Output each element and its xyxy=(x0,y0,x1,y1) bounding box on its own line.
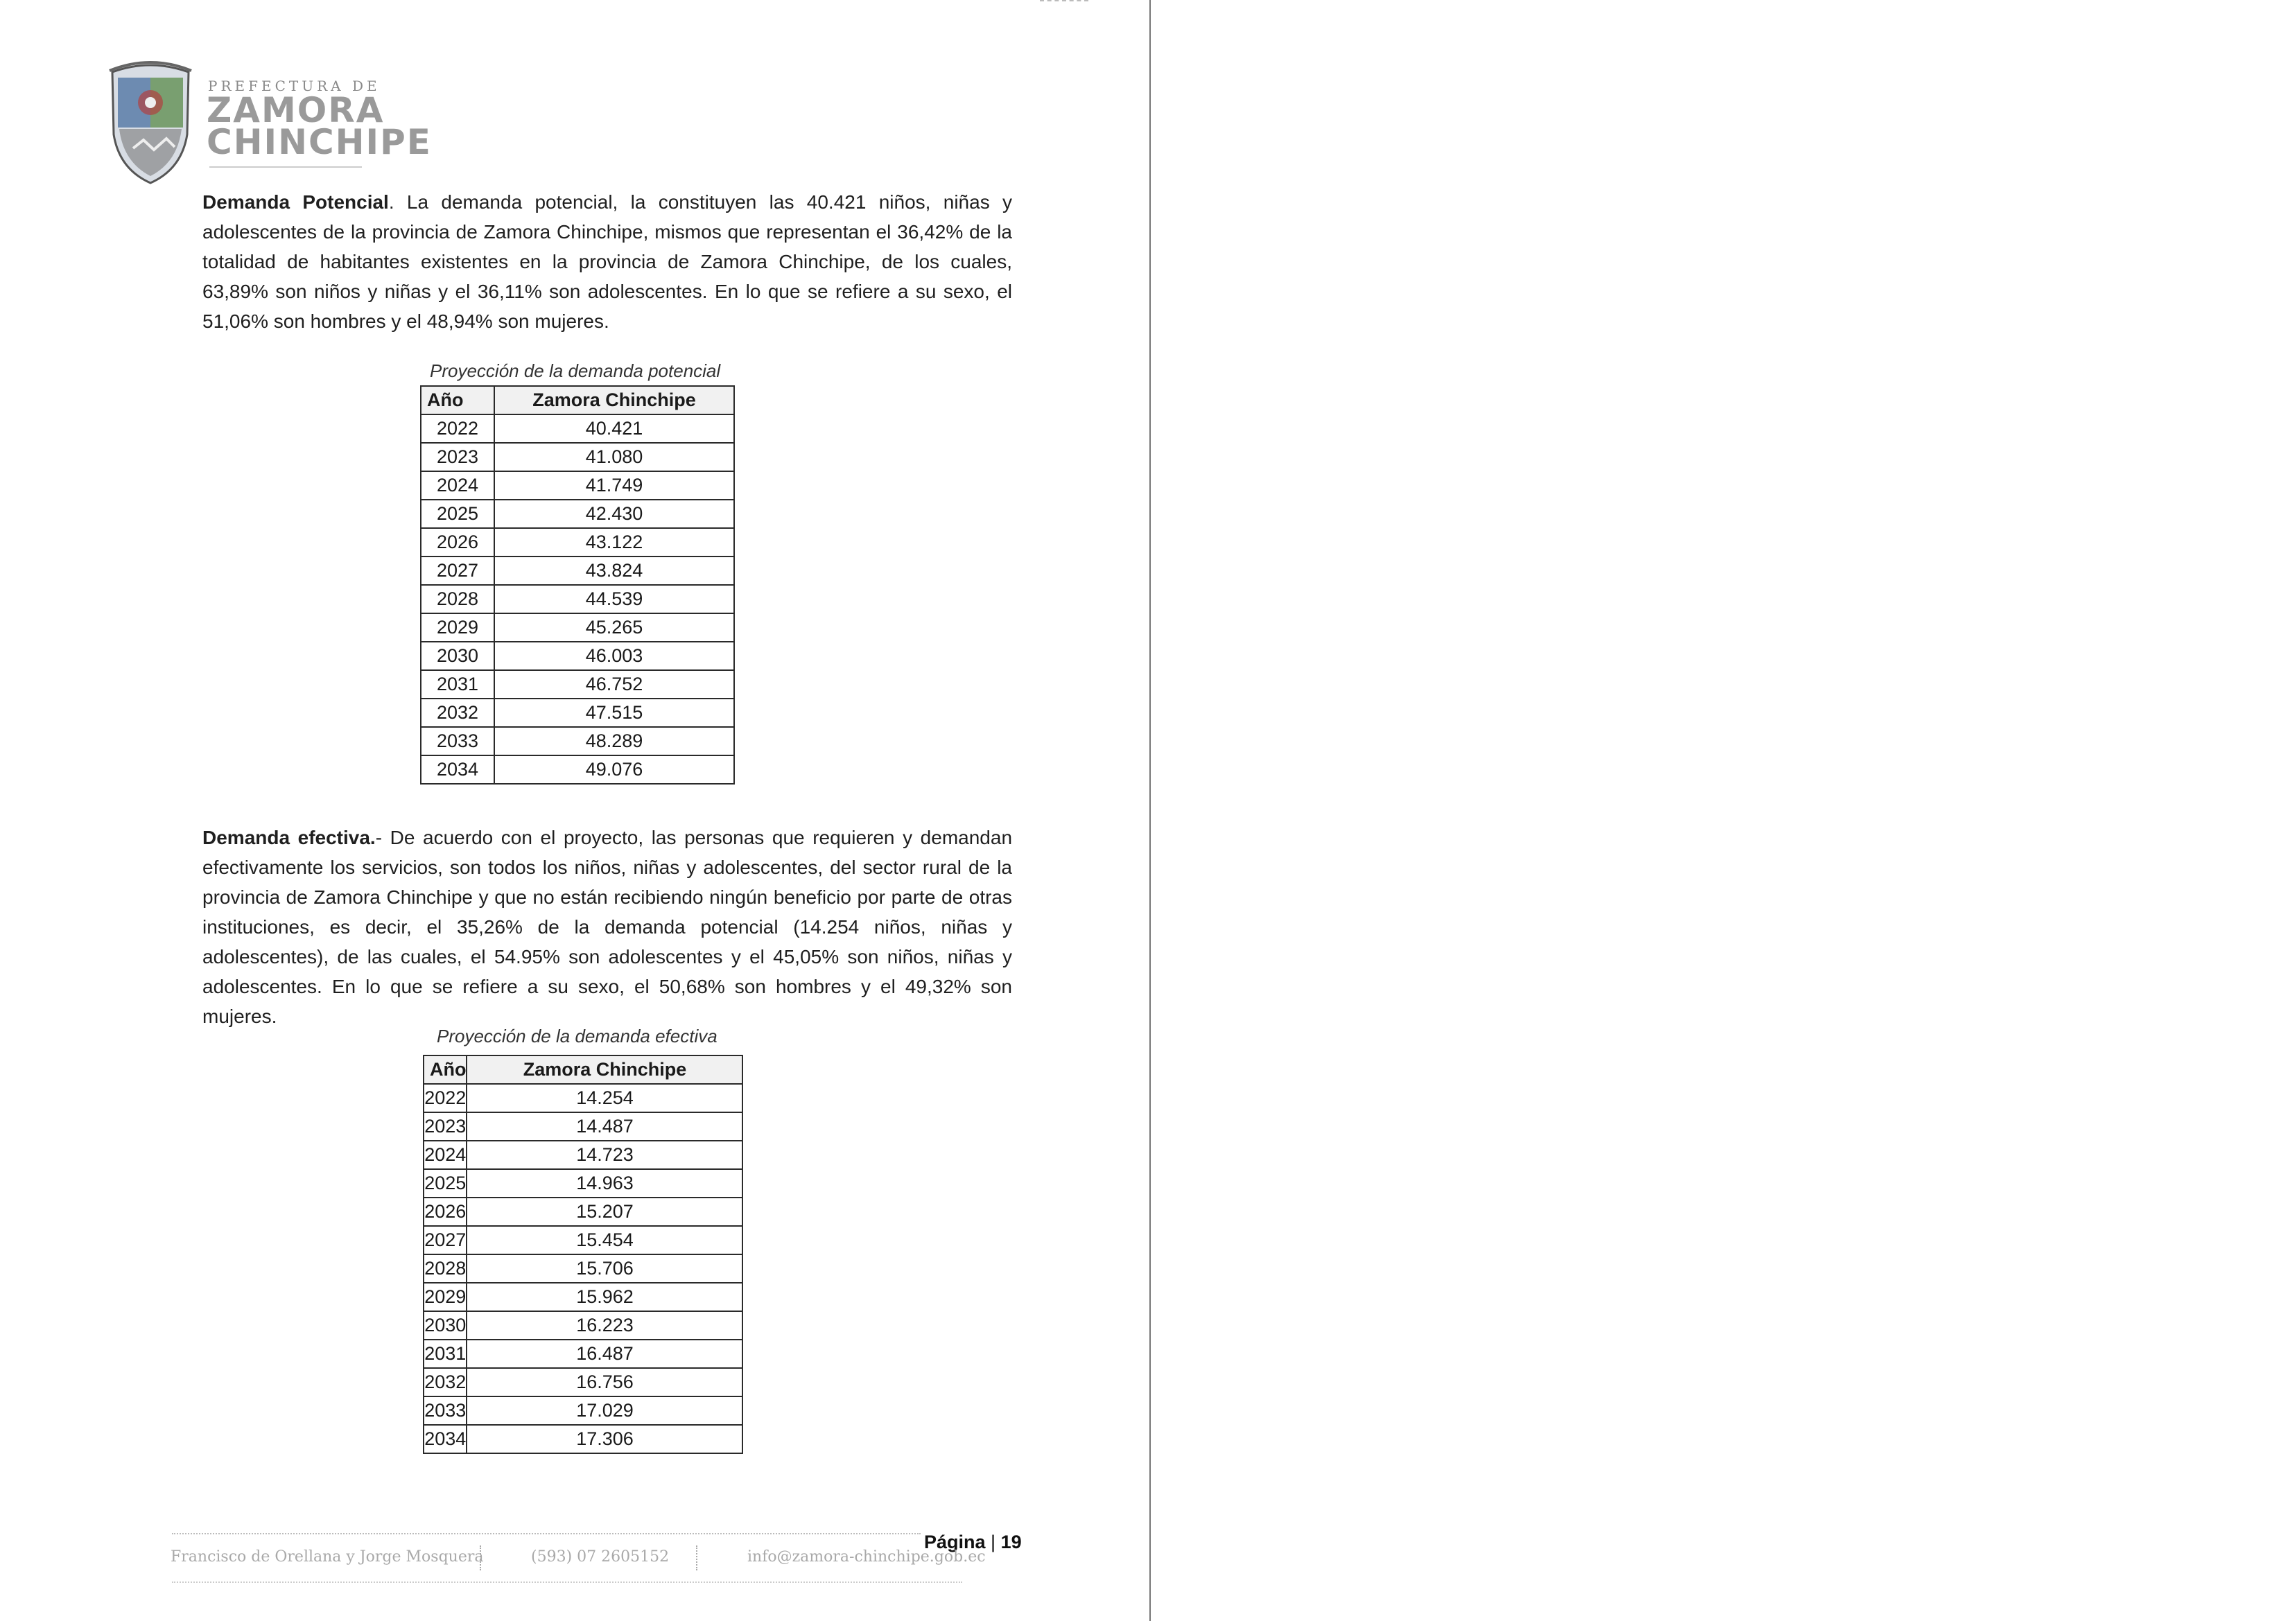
cell-year: 2033 xyxy=(424,1396,467,1425)
cell-value: 14.723 xyxy=(467,1141,742,1169)
table-row xyxy=(424,1283,742,1311)
cell-value: 43.122 xyxy=(494,528,734,557)
cell-year: 2024 xyxy=(421,471,494,500)
cell-year: 2027 xyxy=(421,557,494,585)
cell-value: 41.080 xyxy=(494,443,734,471)
paragraph-text: . La demanda potencial, la constituyen las 40.421 niños, niñas y adolescentes de la provincia de Zamora Chinchipe, mismos que representan el 36,42% de la totalidad de habitantes existentes en la provincia de Zamora Chinchipe, de los cuales, 63,89% son niños y niñas y el 36,11% son adolescentes. En lo que se refiere a su sexo, el 51,06% son hombres y el 48,94% son mujeres. xyxy=(202,191,1012,332)
table-row xyxy=(424,1084,742,1112)
cell-year: 2024 xyxy=(424,1141,467,1169)
cell-value: 17.306 xyxy=(467,1425,742,1453)
table-row xyxy=(421,528,734,557)
table-caption-efectiva: Proyección de la demanda efectiva xyxy=(437,1026,718,1046)
cell-value: 14.487 xyxy=(467,1112,742,1141)
cell-value: 46.003 xyxy=(494,642,734,670)
cell-year: 2026 xyxy=(424,1198,467,1226)
table-header-row xyxy=(421,386,734,414)
table-demanda-potencial xyxy=(420,385,735,785)
cell-year: 2033 xyxy=(421,727,494,755)
table-body xyxy=(424,1084,742,1453)
table-row xyxy=(424,1425,742,1453)
table-row xyxy=(421,471,734,500)
cell-value: 17.029 xyxy=(467,1396,742,1425)
table-header-row xyxy=(424,1055,742,1084)
column-header-region: Zamora Chinchipe xyxy=(467,1055,742,1084)
column-header-year: Año xyxy=(421,386,494,414)
cell-year: 2031 xyxy=(421,670,494,699)
table-row xyxy=(424,1368,742,1396)
table-row xyxy=(421,727,734,755)
table-row xyxy=(424,1226,742,1254)
cell-year: 2032 xyxy=(421,699,494,727)
table-row xyxy=(421,500,734,528)
table-row xyxy=(424,1198,742,1226)
cell-value: 16.487 xyxy=(467,1340,742,1368)
table-row xyxy=(421,414,734,443)
prefecture-shield-logo xyxy=(105,58,195,190)
section-title-demanda-potencial: Demanda Potencial xyxy=(202,191,389,213)
cell-year: 2028 xyxy=(421,585,494,613)
cell-value: 47.515 xyxy=(494,699,734,727)
brand-name-line1: ZAMORA xyxy=(207,90,385,130)
table-row xyxy=(421,585,734,613)
table-row xyxy=(424,1311,742,1340)
footer-address: Francisco de Orellana y Jorge Mosquera xyxy=(171,1548,484,1566)
page-separator: | xyxy=(991,1532,996,1552)
footer-separator xyxy=(480,1545,482,1570)
footer-bottom-rule xyxy=(172,1581,962,1583)
cell-value: 46.752 xyxy=(494,670,734,699)
footer-separator xyxy=(696,1545,699,1570)
scan-top-marks xyxy=(1040,0,1088,3)
column-header-region: Zamora Chinchipe xyxy=(494,386,734,414)
table-body xyxy=(421,414,734,784)
cell-value: 16.756 xyxy=(467,1368,742,1396)
cell-value: 41.749 xyxy=(494,471,734,500)
footer-phone: (593) 07 2605152 xyxy=(531,1548,670,1566)
page-label: Página xyxy=(924,1532,986,1552)
cell-value: 45.265 xyxy=(494,613,734,642)
table-row xyxy=(421,613,734,642)
cell-year: 2029 xyxy=(421,613,494,642)
cell-year: 2032 xyxy=(424,1368,467,1396)
cell-year: 2026 xyxy=(421,528,494,557)
cell-year: 2025 xyxy=(421,500,494,528)
cell-year: 2027 xyxy=(424,1226,467,1254)
paragraph-demanda-efectiva xyxy=(202,823,1012,1031)
cell-year: 2034 xyxy=(421,755,494,784)
cell-value: 42.430 xyxy=(494,500,734,528)
section-title-demanda-efectiva: Demanda efectiva. xyxy=(202,827,376,848)
footer-divider xyxy=(172,1533,921,1534)
cell-value: 48.289 xyxy=(494,727,734,755)
cell-year: 2030 xyxy=(424,1311,467,1340)
table-caption-potencial: Proyección de la demanda potencial xyxy=(430,360,721,381)
cell-value: 16.223 xyxy=(467,1311,742,1340)
cell-value: 49.076 xyxy=(494,755,734,784)
cell-year: 2031 xyxy=(424,1340,467,1368)
table-row xyxy=(424,1141,742,1169)
cell-year: 2022 xyxy=(424,1084,467,1112)
brand-divider xyxy=(209,166,362,168)
cell-value: 15.962 xyxy=(467,1283,742,1311)
table-row xyxy=(421,642,734,670)
table-row xyxy=(424,1112,742,1141)
column-header-year: Año xyxy=(424,1055,467,1084)
footer-email: info@zamora-chinchipe.gob.ec xyxy=(747,1548,986,1566)
cell-value: 15.706 xyxy=(467,1254,742,1283)
table-row xyxy=(421,755,734,784)
cell-value: 15.454 xyxy=(467,1226,742,1254)
page-number-value: 19 xyxy=(1000,1532,1022,1552)
cell-value: 14.963 xyxy=(467,1169,742,1198)
cell-year: 2029 xyxy=(424,1283,467,1311)
table-row xyxy=(421,557,734,585)
cell-value: 15.207 xyxy=(467,1198,742,1226)
cell-value: 44.539 xyxy=(494,585,734,613)
paragraph-text: - De acuerdo con el proyecto, las personas que requieren y demandan efectivamente los servicios, son todos los niños, niñas y adolescentes, del sector rural de la provincia de Zamora Chinchipe y que no están recibiendo ningún beneficio por parte de otras instituciones, es decir, el 35,26% de la demanda potencial (14.254 niños, niñas y adolescentes), de las cuales, el 54.95% son adolescentes y el 45,05% son niños, niñas y adolescentes. En lo que se refiere a su sexo, el 50,68% son hombres y el 49,32% son mujeres. xyxy=(202,827,1013,1027)
table-row xyxy=(424,1396,742,1425)
paragraph-demanda-potencial xyxy=(202,187,1012,336)
table-row xyxy=(421,670,734,699)
brand-org-line: PREFECTURA DE xyxy=(208,78,381,94)
cell-year: 2023 xyxy=(421,443,494,471)
cell-year: 2030 xyxy=(421,642,494,670)
cell-year: 2022 xyxy=(421,414,494,443)
table-row xyxy=(424,1254,742,1283)
blank-facing-page xyxy=(1151,0,2296,1621)
brand-name-line2: CHINCHIPE xyxy=(207,122,432,162)
cell-year: 2023 xyxy=(424,1112,467,1141)
cell-year: 2034 xyxy=(424,1425,467,1453)
table-row xyxy=(421,699,734,727)
table-row xyxy=(424,1169,742,1198)
cell-year: 2025 xyxy=(424,1169,467,1198)
table-row xyxy=(421,443,734,471)
cell-value: 43.824 xyxy=(494,557,734,585)
cell-year: 2028 xyxy=(424,1254,467,1283)
table-row xyxy=(424,1340,742,1368)
table-demanda-efectiva xyxy=(423,1055,743,1454)
cell-value: 14.254 xyxy=(467,1084,742,1112)
cell-value: 40.421 xyxy=(494,414,734,443)
